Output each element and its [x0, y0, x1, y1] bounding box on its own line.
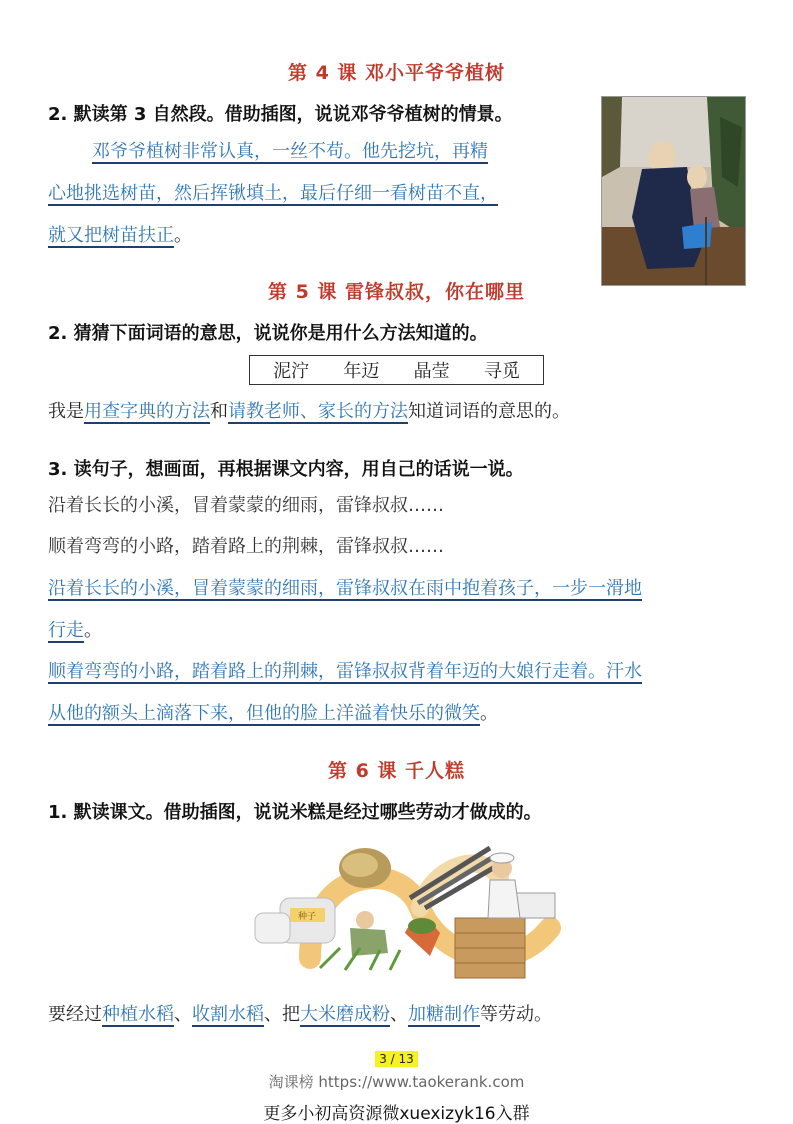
- word-3: 晶莹: [413, 361, 450, 382]
- answer-1-line-2: 行走。: [48, 620, 102, 641]
- answer-1-line-1: 沿着长长的小溪，冒着蒙蒙的细雨，雷锋叔叔在雨中抱着孩子，一步一滑地: [48, 578, 642, 599]
- word-1: 泥泞: [273, 361, 310, 382]
- sentence-1: 沿着长长的小溪，冒着蒙蒙的细雨，雷锋叔叔……: [48, 495, 444, 516]
- sentence-2: 顺着弯弯的小路，踏着路上的荆棘，雷锋叔叔……: [48, 536, 444, 557]
- page-number: 3 / 13: [375, 1051, 418, 1067]
- lesson5-question-3: 3. 读句子，想画面，再根据课文内容，用自己的话说一说。: [48, 459, 524, 480]
- lesson4-answer-line-1: 邓爷爷植树非常认真，一丝不苟。他先挖坑，再精: [92, 141, 488, 162]
- tree-planting-photo: [601, 96, 746, 286]
- lesson4-question-2: 2. 默读第 3 自然段。借助插图，说说邓爷爷植树的情景。: [48, 104, 513, 125]
- answer-2-line-1: 顺着弯弯的小路，踏着路上的荆棘，雷锋叔叔背着年迈的大娘行走着。汗水: [48, 661, 642, 682]
- lesson6-answer: 要经过种植水稻、收割水稻、把大米磨成粉、加糖制作等劳动。: [48, 1004, 552, 1025]
- lesson5-method-answer: 我是用查字典的方法和请教老师、家长的方法知道词语的意思的。: [48, 401, 570, 422]
- lesson5-title: 第 5 课 雷锋叔叔，你在哪里: [267, 281, 526, 303]
- lesson5-question-2: 2. 猜猜下面词语的意思，说说你是用什么方法知道的。: [48, 323, 488, 344]
- page-number-wrap: [0, 1048, 793, 1067]
- footer-promo: 更多小初高资源微xuexizyk16入群: [263, 1104, 530, 1124]
- word-4: 寻觅: [483, 361, 520, 382]
- rice-bag-label: 种子: [297, 912, 317, 922]
- lesson6-question-1: 1. 默读课文。借助插图，说说米糕是经过哪些劳动才做成的。: [48, 802, 542, 823]
- word-2: 年迈: [343, 361, 380, 382]
- lesson6-title: 第 6 课 千人糕: [327, 760, 466, 782]
- lesson4-title: 第 4 课 邓小平爷爷植树: [287, 62, 506, 84]
- lesson4-answer-line-3: 就又把树苗扶正。: [48, 225, 192, 246]
- rice-cake-illustration: [250, 838, 580, 988]
- lesson4-answer-line-2: 心地挑选树苗，然后挥锹填土，最后仔细一看树苗不直，: [48, 183, 498, 204]
- footer-site[interactable]: 淘课榜 https://www.taokerank.com: [268, 1073, 525, 1091]
- answer-2-line-2: 从他的额头上滴落下来，但他的脸上洋溢着快乐的微笑。: [48, 703, 498, 724]
- word-box: [249, 355, 544, 385]
